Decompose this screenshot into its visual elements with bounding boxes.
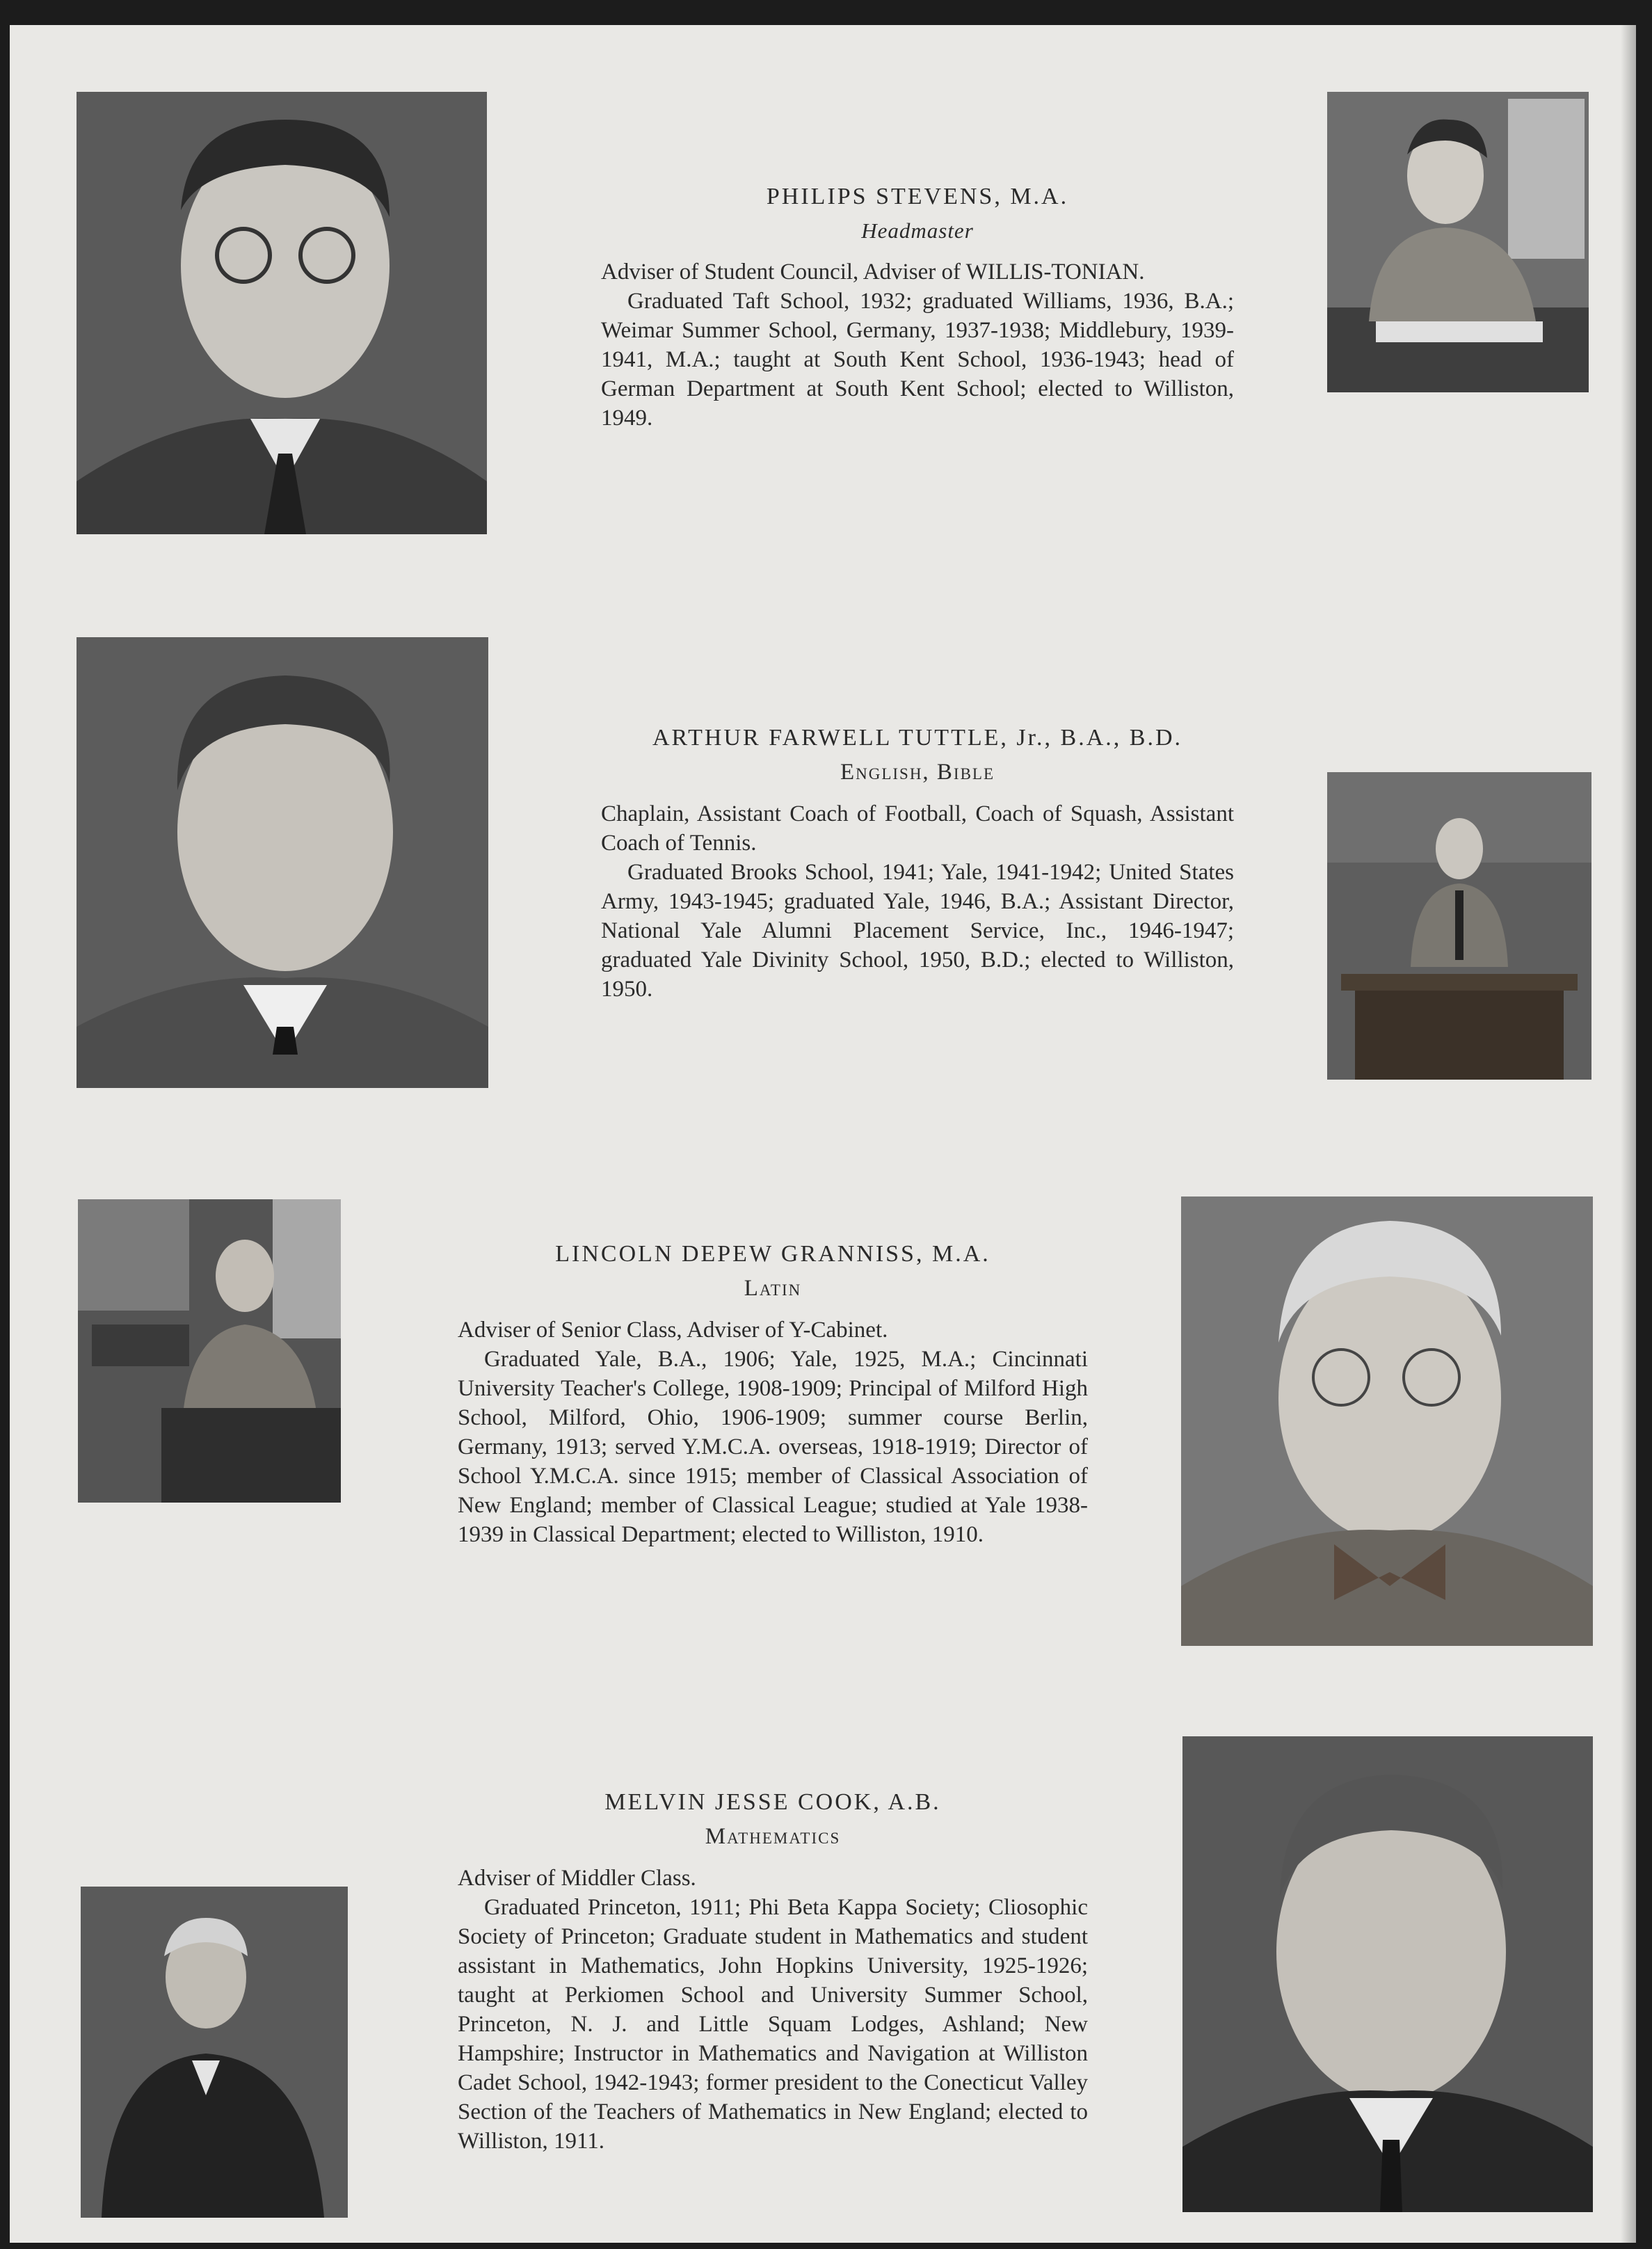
- stevens-name: PHILIPS STEVENS, M.A.: [766, 184, 1069, 209]
- stevens-duties: Adviser of Student Council, Adviser of WILLIS-TONIAN.: [601, 259, 1145, 285]
- granniss-entry: [458, 1241, 1088, 1549]
- tuttle-subjects: English, Bible: [840, 760, 995, 785]
- cook-subject: Mathematics: [705, 1824, 841, 1849]
- granniss-biography: Graduated Yale, B.A., 1906; Yale, 1925, M.A.; Cincinnati University Teacher's College, 1908-1909; Principal of Milford High School, Milford, Ohio, 1906-1909; summer course Berlin, Germany, 1913; served Y.M.C.A. overseas, 1918-1919; Director of School Y.M.C.A. since 1915; member of Classical Association of New England; member of Classical League; studied at Yale 1938-1939 in Classical Department; elected to Williston, 1910.: [458, 1347, 1088, 1547]
- cook-portrait-photo: [1182, 1736, 1593, 2212]
- cook-name: MELVIN JESSE COOK, A.B.: [604, 1789, 941, 1815]
- granniss-duties: Adviser of Senior Class, Adviser of Y-Cabinet.: [458, 1318, 888, 1343]
- tuttle-entry: [601, 725, 1234, 1004]
- tuttle-lectern-photo: [1327, 772, 1591, 1080]
- tuttle-portrait-photo: [77, 637, 488, 1088]
- cook-entry: [458, 1789, 1088, 2156]
- tuttle-duties: Chaplain, Assistant Coach of Football, Coach of Squash, Assistant Coach of Tennis.: [601, 801, 1234, 856]
- stevens-desk-photo: [1327, 92, 1589, 392]
- tuttle-name: ARTHUR FARWELL TUTTLE, Jr., B.A., B.D.: [652, 725, 1183, 751]
- stevens-portrait-photo: [77, 92, 487, 534]
- granniss-armchair-photo: [78, 1199, 341, 1503]
- paper-sheet: [10, 25, 1636, 2243]
- stevens-title: Headmaster: [861, 218, 974, 243]
- cook-duties: Adviser of Middler Class.: [458, 1866, 696, 1891]
- stevens-entry: [601, 184, 1234, 433]
- cook-candid-photo: [81, 1887, 348, 2218]
- stevens-biography: Graduated Taft School, 1932; graduated Williams, 1936, B.A.; Weimar Summer School, Germany, 1937-1938; Middlebury, 1939-1941, M.A.; taught at South Kent School, 1936-1943; head of German Department at South Kent School; elected to Williston, 1949.: [601, 289, 1234, 431]
- granniss-subject: Latin: [744, 1276, 802, 1301]
- tuttle-biography: Graduated Brooks School, 1941; Yale, 1941-1942; United States Army, 1943-1945; graduated Yale, 1946, B.A.; Assistant Director, National Yale Alumni Placement Service, Inc., 1946-1947; graduated Yale Divinity School, 1950, B.D.; elected to Williston, 1950.: [601, 860, 1234, 1002]
- granniss-portrait-photo: [1181, 1196, 1593, 1646]
- granniss-name: LINCOLN DEPEW GRANNISS, M.A.: [555, 1241, 991, 1267]
- cook-biography: Graduated Princeton, 1911; Phi Beta Kappa Society; Cliosophic Society of Princeton; Graduate student in Mathematics and student assistant in Mathematics, John Hopkins University, 1925-1926; taught at Perkiomen School and University Summer School, Princeton, N. J. and Little Squam Lodges, Ashland; New Hampshire; Instructor in Mathematics and Navigation at Williston Cadet School, 1942-1943; former president to the Conecticut Valley Section of the Teachers of Mathematics in New England; elected to Williston, 1911.: [458, 1895, 1088, 2154]
